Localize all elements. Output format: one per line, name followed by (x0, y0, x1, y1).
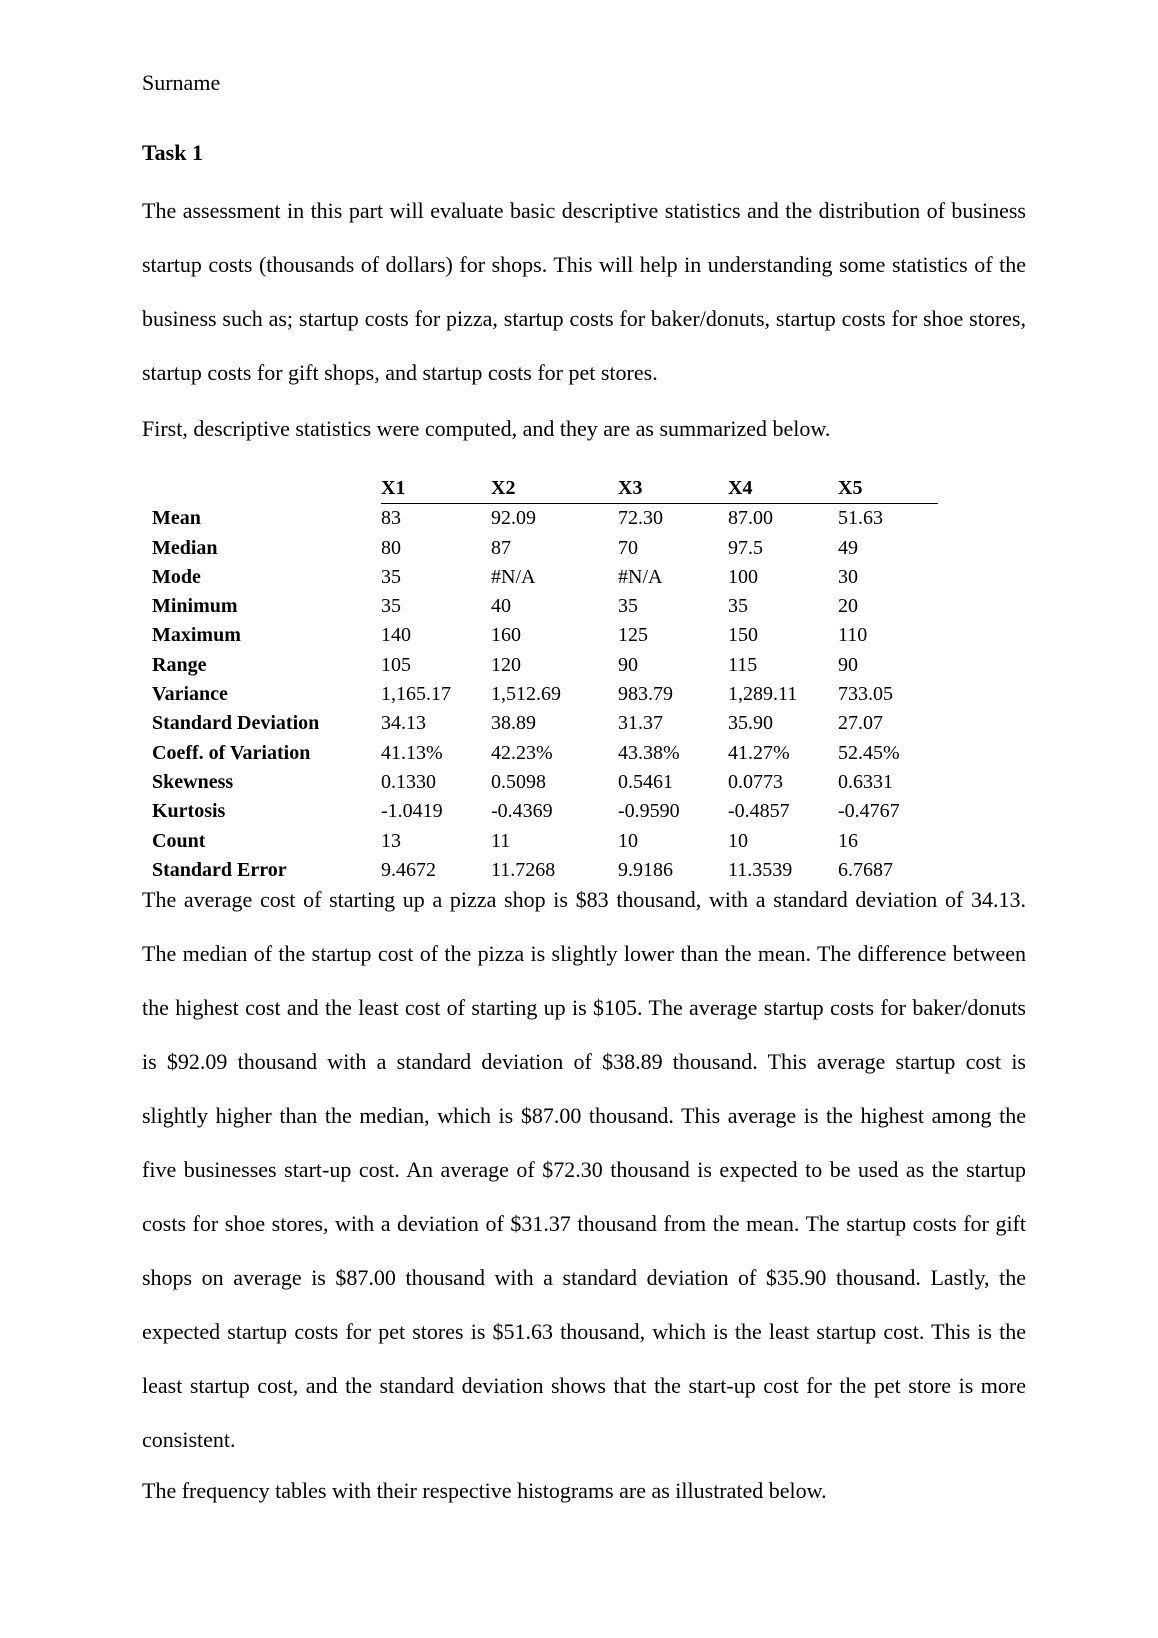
table-row (142, 739, 938, 768)
table-cell: 105 (381, 653, 411, 676)
table-cell: 125 (618, 624, 648, 647)
row-label: Mode (152, 565, 201, 588)
table-cell: -0.4369 (491, 800, 553, 823)
table-cell: 13 (381, 829, 401, 852)
table-cell: 9.4672 (381, 858, 436, 881)
descriptive-statistics-table (142, 474, 938, 885)
table-cell: #N/A (491, 565, 536, 588)
table-cell: 11 (491, 829, 511, 852)
table-cell: 92.09 (491, 507, 536, 530)
row-label: Standard Error (152, 858, 287, 881)
table-cell: 150 (728, 624, 758, 647)
table-cell: 43.38% (618, 741, 680, 764)
table-row (142, 827, 938, 856)
table-cell: 11.3539 (728, 858, 793, 881)
table-cell: 41.27% (728, 741, 790, 764)
table-cell: 35 (381, 595, 401, 618)
table-cell: 1,165.17 (381, 683, 451, 706)
table-cell: 41.13% (381, 741, 443, 764)
table-cell: -0.9590 (618, 800, 680, 823)
table-cell: 38.89 (491, 712, 536, 735)
table-cell: 31.37 (618, 712, 663, 735)
table-cell: 35 (728, 595, 748, 618)
column-header: X5 (838, 474, 938, 504)
row-label: Count (152, 829, 206, 852)
table-cell: 70 (618, 536, 638, 559)
table-row (142, 680, 938, 709)
table-row (142, 592, 938, 621)
table-row (142, 709, 938, 738)
row-label: Mean (152, 507, 201, 530)
table-cell: 10 (728, 829, 748, 852)
table-cell: 0.5098 (491, 770, 546, 793)
running-header-surname: Surname (142, 70, 221, 95)
table-cell: 160 (491, 624, 521, 647)
table-cell: 80 (381, 536, 401, 559)
table-cell: 49 (838, 536, 858, 559)
row-label: Kurtosis (152, 800, 226, 823)
table-cell: 30 (838, 565, 858, 588)
table-cell: 87 (491, 536, 511, 559)
table-cell: 90 (838, 653, 858, 676)
table-cell: -1.0419 (381, 800, 443, 823)
table-cell: -0.4857 (728, 800, 790, 823)
table-cell: 40 (491, 595, 511, 618)
table-row (142, 797, 938, 826)
table-header-row (142, 474, 938, 504)
row-label: Skewness (152, 770, 234, 793)
table-cell: 35 (618, 595, 638, 618)
table-cell: #N/A (618, 565, 663, 588)
table-cell: 97.5 (728, 536, 763, 559)
table-cell: 35 (381, 565, 401, 588)
section-heading: Task 1 (142, 140, 203, 165)
table-cell: 16 (838, 829, 858, 852)
table-cell: 11.7268 (491, 858, 556, 881)
table-cell: 0.6331 (838, 770, 893, 793)
column-header: X1 (381, 474, 491, 504)
row-label: Minimum (152, 595, 238, 618)
table-cell: 983.79 (618, 683, 673, 706)
table-row (142, 768, 938, 797)
table-row (142, 563, 938, 592)
row-label: Coeff. of Variation (152, 741, 311, 764)
row-label: Standard Deviation (152, 712, 320, 735)
table-cell: 733.05 (838, 683, 893, 706)
table-cell: 1,512.69 (491, 683, 561, 706)
summary-intro-paragraph: First, descriptive statistics were computed, and they are as summarized below. (142, 416, 831, 441)
table-corner-cell (142, 474, 381, 504)
table-cell: 51.63 (838, 507, 883, 530)
table-cell: 20 (838, 595, 858, 618)
table-cell: 1,289.11 (728, 683, 798, 706)
table-cell: 83 (381, 507, 401, 530)
table-body (142, 504, 938, 885)
table-cell: 52.45% (838, 741, 900, 764)
table-cell: 0.5461 (618, 770, 673, 793)
column-header: X2 (491, 474, 618, 504)
frequency-intro-paragraph: The frequency tables with their respective histograms are as illustrated below. (142, 1478, 827, 1503)
table-cell: 10 (618, 829, 638, 852)
table-row (142, 534, 938, 563)
row-label: Median (152, 536, 218, 559)
row-label: Range (152, 653, 207, 676)
table-cell: 115 (728, 653, 758, 676)
table-cell: 6.7687 (838, 858, 893, 881)
table-cell: 0.0773 (728, 770, 783, 793)
intro-paragraph: The assessment in this part will evaluate basic descriptive statistics and the distribution of business startup costs (thousands of dollars) for shops. This will help in understanding some statistics of the business such as; startup costs for pizza, startup costs for baker/donuts, startup costs for shoe stores, startup costs for gift shops, and startup costs for pet stores. (142, 198, 1026, 385)
table-cell: 140 (381, 624, 411, 647)
table-cell: 42.23% (491, 741, 553, 764)
table-cell: 87.00 (728, 507, 773, 530)
table-cell: 90 (618, 653, 638, 676)
row-label: Variance (152, 683, 228, 706)
column-header: X3 (618, 474, 728, 504)
table-cell: 72.30 (618, 507, 663, 530)
table-row (142, 504, 938, 534)
table-cell: 9.9186 (618, 858, 673, 881)
table-cell: 110 (838, 624, 868, 647)
table-cell: 0.1330 (381, 770, 436, 793)
column-header: X4 (728, 474, 838, 504)
table-cell: 27.07 (838, 712, 883, 735)
discussion-paragraph: The average cost of starting up a pizza shop is $83 thousand, with a standard deviation of 34.13. The median of the startup cost of the pizza is slightly lower than the mean. The difference between the highest cost and the least cost of starting up is $105. The average startup costs for baker/donuts is $92.09 thousand with a standard deviation of $38.89 thousand. This average startup cost is slightly higher than the median, which is $87.00 thousand. This average is the highest among the five businesses start-up cost. An average of $72.30 thousand is expected to be used as the startup costs for shoe stores, with a deviation of $31.37 thousand from the mean. The startup costs for gift shops on average is $87.00 thousand with a standard deviation of $35.90 thousand. Lastly, the expected startup costs for pet stores is $51.63 thousand, which is the least startup cost. This is the least startup cost, and the standard deviation shows that the start-up cost for the pet store is more consistent. (142, 887, 1026, 1452)
table-cell: 100 (728, 565, 758, 588)
table-row (142, 651, 938, 680)
table-cell: 35.90 (728, 712, 773, 735)
table-cell: 120 (491, 653, 521, 676)
row-label: Maximum (152, 624, 241, 647)
table-cell: -0.4767 (838, 800, 900, 823)
table-cell: 34.13 (381, 712, 426, 735)
table-row (142, 621, 938, 650)
